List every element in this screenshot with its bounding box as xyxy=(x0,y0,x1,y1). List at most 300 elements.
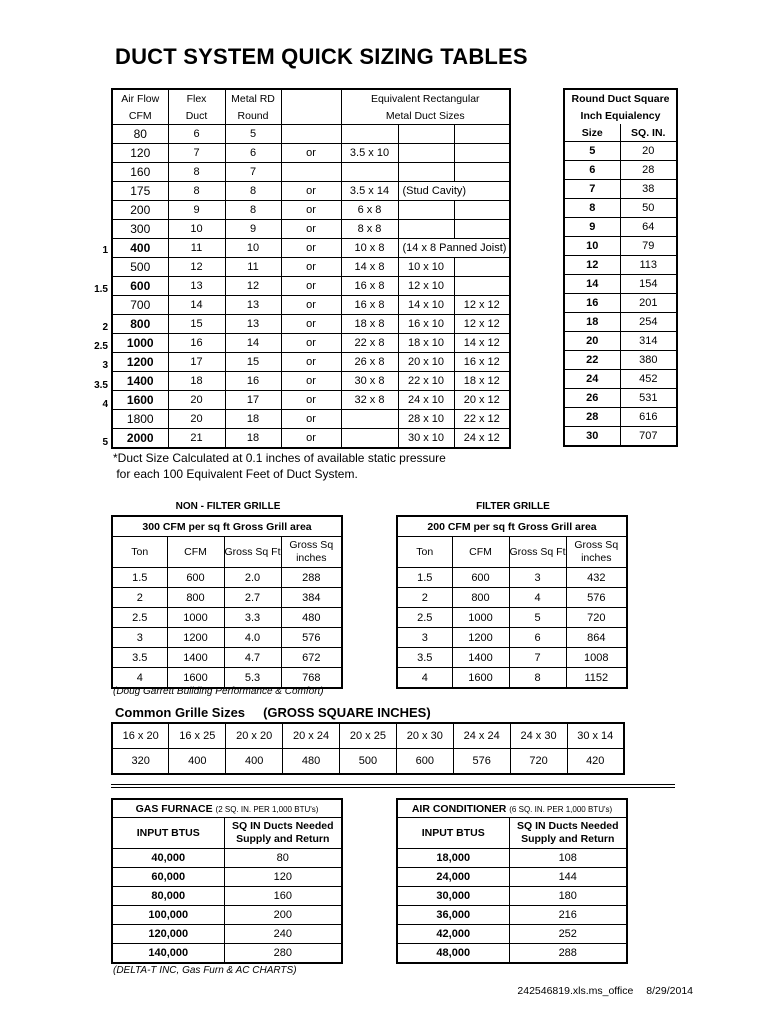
or-cell: or xyxy=(281,372,341,391)
gross-sqft-cell: 2.7 xyxy=(224,588,281,608)
sqin-needed-cell: 80 xyxy=(224,849,342,868)
footnote-line-1: *Duct Size Calculated at 0.1 inches of available static pressure xyxy=(113,451,446,465)
table-row xyxy=(112,429,510,449)
header-metal: Metal RD xyxy=(225,89,281,107)
or-cell: or xyxy=(281,220,341,239)
rect-size-cell: 20 x 12 xyxy=(454,391,510,410)
furnace-col-sqin-line1: SQ IN Ducts Needed xyxy=(231,820,334,832)
metal-round-cell: 9 xyxy=(225,220,281,239)
rect-size-cell: 30 x 10 xyxy=(398,429,454,449)
round-size-cell: 16 xyxy=(564,294,620,313)
round-size-cell: 5 xyxy=(564,142,620,161)
header-equiv: Equivalent Rectangular xyxy=(341,89,510,107)
round-size-cell: 8 xyxy=(564,199,620,218)
btu-cell: 36,000 xyxy=(397,906,509,925)
gross-sqft-cell: 6 xyxy=(509,628,566,648)
gross-sqft-cell: 4 xyxy=(509,588,566,608)
rect-size-cell: 14 x 12 xyxy=(454,334,510,353)
gross-sqft-cell: 3 xyxy=(509,568,566,588)
aircon-subtitle: (6 SQ. IN. PER 1,000 BTU's) xyxy=(509,804,613,814)
grille-sqin-cell: 600 xyxy=(396,749,453,775)
cfm-cell: 300 xyxy=(112,220,168,239)
table-row xyxy=(112,925,342,944)
grille-sqin-cell: 420 xyxy=(567,749,624,775)
sqin-needed-cell: 280 xyxy=(224,944,342,964)
table-row xyxy=(112,201,510,220)
col-cfm: CFM xyxy=(452,537,509,568)
furnace-title xyxy=(112,799,342,818)
rect-size-cell xyxy=(341,429,398,449)
table-row xyxy=(397,628,627,648)
cfm-cell: 800 xyxy=(167,588,224,608)
table-row xyxy=(564,161,677,180)
grille-sqin-cell: 720 xyxy=(510,749,567,775)
gross-sqft-cell: 8 xyxy=(509,668,566,689)
cfm-cell: 800 xyxy=(452,588,509,608)
furnace-col-btus: INPUT BTUS xyxy=(112,818,224,849)
col-gross-sqin: Gross Sq inches xyxy=(281,537,342,568)
btu-cell: 48,000 xyxy=(397,944,509,964)
table-row xyxy=(112,334,510,353)
rect-size-cell xyxy=(341,410,398,429)
flex-duct-cell: 11 xyxy=(168,239,225,258)
gross-sqin-cell: 1152 xyxy=(566,668,627,689)
cfm-cell: 1200 xyxy=(167,628,224,648)
round-size-cell: 10 xyxy=(564,237,620,256)
metal-round-cell: 13 xyxy=(225,315,281,334)
or-cell: or xyxy=(281,182,341,201)
rect-size-cell: 18 x 10 xyxy=(398,334,454,353)
table-row xyxy=(397,568,627,588)
gross-sqin-cell: 864 xyxy=(566,628,627,648)
grille-sqin-cell: 500 xyxy=(340,749,397,775)
aircon-title xyxy=(397,799,627,818)
non-filter-grille-table xyxy=(111,515,343,689)
flex-duct-cell: 8 xyxy=(168,182,225,201)
rect-size-cell xyxy=(398,163,454,182)
header-cfm: CFM xyxy=(112,107,168,125)
btu-cell: 40,000 xyxy=(112,849,224,868)
aircon-col-sqin-line2: Supply and Return xyxy=(521,833,615,845)
sqin-needed-cell: 180 xyxy=(509,887,627,906)
rect-size-cell: 30 x 8 xyxy=(341,372,398,391)
round-sqin-cell: 113 xyxy=(620,256,677,275)
sqin-needed-cell: 120 xyxy=(224,868,342,887)
metal-round-cell: 8 xyxy=(225,182,281,201)
table-row xyxy=(397,668,627,689)
cfm-cell: 1200 xyxy=(452,628,509,648)
table-row xyxy=(564,408,677,427)
rect-size-cell xyxy=(454,163,510,182)
rect-size-cell xyxy=(454,258,510,277)
round-subtitle: Inch Equialency xyxy=(564,107,677,124)
ton-cell: 3.5 xyxy=(112,648,167,668)
gross-sqin-cell: 576 xyxy=(281,628,342,648)
rect-size-cell: 14 x 8 xyxy=(341,258,398,277)
table-row xyxy=(564,256,677,275)
cfm-cell: 1800 xyxy=(112,410,168,429)
grille-size-cell: 24 x 24 xyxy=(453,723,510,749)
round-sqin-cell: 707 xyxy=(620,427,677,447)
table-row xyxy=(112,220,510,239)
table-row xyxy=(112,849,342,868)
aircon-col-sqin-line1: SQ IN Ducts Needed xyxy=(516,820,619,832)
round-size-cell: 14 xyxy=(564,275,620,294)
btu-cell: 80,000 xyxy=(112,887,224,906)
rect-size-cell: 22 x 12 xyxy=(454,410,510,429)
cfm-cell: 1400 xyxy=(112,372,168,391)
ton-label: 2 xyxy=(102,322,108,333)
btu-cell: 120,000 xyxy=(112,925,224,944)
table-row xyxy=(112,868,342,887)
flex-duct-cell: 10 xyxy=(168,220,225,239)
table-row xyxy=(112,648,342,668)
rect-size-cell xyxy=(454,277,510,296)
rect-size-cell xyxy=(454,201,510,220)
table-row xyxy=(112,296,510,315)
duct-sizing-table xyxy=(111,88,511,449)
gross-sqft-cell: 3.3 xyxy=(224,608,281,628)
rect-size-cell xyxy=(398,144,454,163)
table-row xyxy=(564,427,677,447)
cfm-cell: 80 xyxy=(112,125,168,144)
table-row xyxy=(397,849,627,868)
non-filter-title: 300 CFM per sq ft Gross Grill area xyxy=(112,516,342,537)
or-cell: or xyxy=(281,201,341,220)
rect-size-cell: 12 x 12 xyxy=(454,315,510,334)
aircon-col-sqin xyxy=(509,818,627,849)
round-duct-table xyxy=(563,88,678,447)
rect-size-cell: 3.5 x 10 xyxy=(341,144,398,163)
rect-size-cell: 22 x 10 xyxy=(398,372,454,391)
table-row xyxy=(112,391,510,410)
table-row xyxy=(112,944,342,964)
rect-size-cell: 20 x 10 xyxy=(398,353,454,372)
rect-size-cell: 16 x 8 xyxy=(341,277,398,296)
ton-cell: 3 xyxy=(397,628,452,648)
filter-grille-table xyxy=(396,515,628,689)
round-sqin-cell: 616 xyxy=(620,408,677,427)
rect-size-cell: 18 x 12 xyxy=(454,372,510,391)
table-row xyxy=(112,277,510,296)
ton-cell: 2 xyxy=(112,588,167,608)
flex-duct-cell: 18 xyxy=(168,372,225,391)
grille-credit: (Doug Garrett Building Performance & Comfort) xyxy=(113,686,324,697)
rect-size-cell: 24 x 10 xyxy=(398,391,454,410)
metal-round-cell: 15 xyxy=(225,353,281,372)
table-row xyxy=(397,588,627,608)
header-metal-sizes: Metal Duct Sizes xyxy=(341,107,510,125)
header-duct: Duct xyxy=(168,107,225,125)
rect-size-cell: 16 x 8 xyxy=(341,296,398,315)
or-cell xyxy=(281,163,341,182)
round-sqin-cell: 380 xyxy=(620,351,677,370)
cfm-cell: 2000 xyxy=(112,429,168,449)
round-size-cell: 20 xyxy=(564,332,620,351)
flex-duct-cell: 9 xyxy=(168,201,225,220)
grille-size-cell: 16 x 25 xyxy=(169,723,226,749)
metal-round-cell: 17 xyxy=(225,391,281,410)
table-row xyxy=(112,144,510,163)
table-row xyxy=(564,275,677,294)
round-sqin-cell: 79 xyxy=(620,237,677,256)
table-row xyxy=(112,608,342,628)
gross-sqft-cell: 7 xyxy=(509,648,566,668)
cfm-cell: 400 xyxy=(112,239,168,258)
or-cell: or xyxy=(281,315,341,334)
round-col-size: Size xyxy=(564,124,620,142)
round-size-cell: 9 xyxy=(564,218,620,237)
duct-note-cell: (Stud Cavity) xyxy=(398,182,510,201)
footer xyxy=(507,985,693,997)
or-cell xyxy=(281,125,341,144)
ton-cell: 2.5 xyxy=(397,608,452,628)
metal-round-cell: 12 xyxy=(225,277,281,296)
grille-size-cell: 20 x 30 xyxy=(396,723,453,749)
round-size-cell: 30 xyxy=(564,427,620,447)
header-airflow: Air Flow xyxy=(112,89,168,107)
ton-cell: 4 xyxy=(112,668,167,689)
sqin-needed-cell: 160 xyxy=(224,887,342,906)
header-flex: Flex xyxy=(168,89,225,107)
cfm-cell: 800 xyxy=(112,315,168,334)
gross-sqin-cell: 432 xyxy=(566,568,627,588)
col-ton: Ton xyxy=(397,537,452,568)
flex-duct-cell: 20 xyxy=(168,410,225,429)
divider xyxy=(111,784,675,785)
table-row xyxy=(564,370,677,389)
or-cell: or xyxy=(281,353,341,372)
ton-label: 2.5 xyxy=(94,341,108,353)
flex-duct-cell: 20 xyxy=(168,391,225,410)
or-cell: or xyxy=(281,334,341,353)
rect-size-cell: 32 x 8 xyxy=(341,391,398,410)
or-cell: or xyxy=(281,391,341,410)
cfm-cell: 1000 xyxy=(167,608,224,628)
ton-cell: 2 xyxy=(397,588,452,608)
cfm-cell: 600 xyxy=(452,568,509,588)
round-sqin-cell: 38 xyxy=(620,180,677,199)
table-row xyxy=(112,887,342,906)
round-sqin-cell: 20 xyxy=(620,142,677,161)
round-sqin-cell: 531 xyxy=(620,389,677,408)
btu-cell: 100,000 xyxy=(112,906,224,925)
metal-round-cell: 8 xyxy=(225,201,281,220)
metal-round-cell: 14 xyxy=(225,334,281,353)
round-sqin-cell: 254 xyxy=(620,313,677,332)
table-row xyxy=(112,125,510,144)
rect-size-cell: 24 x 12 xyxy=(454,429,510,449)
table-row xyxy=(112,628,342,648)
flex-duct-cell: 7 xyxy=(168,144,225,163)
divider xyxy=(111,787,675,788)
table-row xyxy=(112,906,342,925)
grille-sqin-cell: 480 xyxy=(283,749,340,775)
footer-file: 242546819.xls.ms_office xyxy=(517,985,634,997)
ton-label: 3.5 xyxy=(94,379,108,391)
table-row xyxy=(112,372,510,391)
metal-round-cell: 10 xyxy=(225,239,281,258)
round-sqin-cell: 154 xyxy=(620,275,677,294)
rect-size-cell: 16 x 10 xyxy=(398,315,454,334)
cfm-cell: 1000 xyxy=(452,608,509,628)
round-size-cell: 24 xyxy=(564,370,620,389)
table-row xyxy=(397,648,627,668)
header-round: Round xyxy=(225,107,281,125)
table-row xyxy=(564,218,677,237)
ton-label: 1.5 xyxy=(94,283,108,295)
cfm-cell: 700 xyxy=(112,296,168,315)
gross-sqin-cell: 1008 xyxy=(566,648,627,668)
footer-date: 8/29/2014 xyxy=(646,985,693,997)
metal-round-cell: 13 xyxy=(225,296,281,315)
round-sqin-cell: 28 xyxy=(620,161,677,180)
gross-sqft-cell: 4.7 xyxy=(224,648,281,668)
gross-sqin-cell: 480 xyxy=(281,608,342,628)
rect-size-cell xyxy=(398,220,454,239)
ton-cell: 3 xyxy=(112,628,167,648)
gross-sqin-cell: 672 xyxy=(281,648,342,668)
rect-size-cell xyxy=(341,125,398,144)
gross-sqin-cell: 576 xyxy=(566,588,627,608)
round-size-cell: 18 xyxy=(564,313,620,332)
duct-note-cell: (14 x 8 Panned Joist) xyxy=(398,239,510,258)
round-title: Round Duct Square xyxy=(564,89,677,107)
cfm-cell: 200 xyxy=(112,201,168,220)
common-grille-table xyxy=(111,722,625,775)
round-sqin-cell: 201 xyxy=(620,294,677,313)
btu-cell: 30,000 xyxy=(397,887,509,906)
table-row xyxy=(397,868,627,887)
rect-size-cell xyxy=(398,201,454,220)
round-sqin-cell: 50 xyxy=(620,199,677,218)
cfm-cell: 600 xyxy=(167,568,224,588)
round-size-cell: 22 xyxy=(564,351,620,370)
footnote-line-2: for each 100 Equivalent Feet of Duct System. xyxy=(113,467,358,481)
gas-furnace-table xyxy=(111,798,343,964)
gross-sqft-cell: 5.3 xyxy=(224,668,281,689)
rect-size-cell: 26 x 8 xyxy=(341,353,398,372)
or-cell: or xyxy=(281,144,341,163)
table-row xyxy=(112,315,510,334)
table-row xyxy=(564,142,677,161)
ton-label: 1 xyxy=(102,245,108,257)
flex-duct-cell: 12 xyxy=(168,258,225,277)
non-filter-caption: NON - FILTER GRILLE xyxy=(175,501,281,512)
sqin-needed-cell: 216 xyxy=(509,906,627,925)
filter-title: 200 CFM per sq ft Gross Grill area xyxy=(397,516,627,537)
grille-sqin-cell: 576 xyxy=(453,749,510,775)
sqin-needed-cell: 200 xyxy=(224,906,342,925)
flex-duct-cell: 8 xyxy=(168,163,225,182)
metal-round-cell: 11 xyxy=(225,258,281,277)
rect-size-cell: 16 x 12 xyxy=(454,353,510,372)
or-cell: or xyxy=(281,277,341,296)
rect-size-cell: 28 x 10 xyxy=(398,410,454,429)
rect-size-cell xyxy=(454,220,510,239)
rect-size-cell: 8 x 8 xyxy=(341,220,398,239)
metal-round-cell: 18 xyxy=(225,410,281,429)
table-row xyxy=(564,237,677,256)
table-row xyxy=(564,389,677,408)
table-row xyxy=(397,906,627,925)
rect-size-cell: 3.5 x 14 xyxy=(341,182,398,201)
grille-size-cell: 20 x 24 xyxy=(283,723,340,749)
grille-size-cell: 30 x 14 xyxy=(567,723,624,749)
or-cell: or xyxy=(281,410,341,429)
cfm-cell: 1200 xyxy=(112,353,168,372)
furnace-title-text: GAS FURNACE xyxy=(135,802,213,815)
rect-size-cell: 10 x 10 xyxy=(398,258,454,277)
metal-round-cell: 5 xyxy=(225,125,281,144)
cfm-cell: 120 xyxy=(112,144,168,163)
ton-label: 4 xyxy=(102,398,108,410)
aircon-col-btus: INPUT BTUS xyxy=(397,818,509,849)
gross-sqft-cell: 4.0 xyxy=(224,628,281,648)
round-size-cell: 28 xyxy=(564,408,620,427)
table-row xyxy=(564,332,677,351)
table-row xyxy=(397,887,627,906)
cfm-cell: 1600 xyxy=(112,391,168,410)
rect-size-cell: 14 x 10 xyxy=(398,296,454,315)
round-size-cell: 26 xyxy=(564,389,620,408)
ton-cell: 1.5 xyxy=(112,568,167,588)
table-row xyxy=(564,313,677,332)
hvac-credit: (DELTA-T INC, Gas Furn & AC CHARTS) xyxy=(113,965,297,976)
table-row xyxy=(397,925,627,944)
ton-cell: 3.5 xyxy=(397,648,452,668)
round-size-cell: 12 xyxy=(564,256,620,275)
metal-round-cell: 6 xyxy=(225,144,281,163)
cfm-cell: 500 xyxy=(112,258,168,277)
sqin-needed-cell: 240 xyxy=(224,925,342,944)
col-cfm: CFM xyxy=(167,537,224,568)
sqin-needed-cell: 288 xyxy=(509,944,627,964)
table-row xyxy=(112,239,510,258)
ton-cell: 2.5 xyxy=(112,608,167,628)
cfm-cell: 600 xyxy=(112,277,168,296)
grille-size-cell: 16 x 20 xyxy=(112,723,169,749)
grille-sqin-cell: 400 xyxy=(226,749,283,775)
table-row xyxy=(397,608,627,628)
common-grille-title: Common Grille Sizes (GROSS SQUARE INCHES) xyxy=(115,705,431,720)
table-row xyxy=(112,258,510,277)
col-gross-sqin: Gross Sq inches xyxy=(566,537,627,568)
round-sqin-cell: 64 xyxy=(620,218,677,237)
rect-size-cell: 12 x 12 xyxy=(454,296,510,315)
metal-round-cell: 7 xyxy=(225,163,281,182)
table-row xyxy=(564,199,677,218)
rect-size-cell: 22 x 8 xyxy=(341,334,398,353)
furnace-col-sqin-line2: Supply and Return xyxy=(236,833,330,845)
gross-sqin-cell: 384 xyxy=(281,588,342,608)
table-row xyxy=(564,351,677,370)
or-cell: or xyxy=(281,296,341,315)
rect-size-cell xyxy=(398,125,454,144)
grille-size-cell: 20 x 20 xyxy=(226,723,283,749)
ton-label: 3 xyxy=(102,360,108,372)
round-sqin-cell: 314 xyxy=(620,332,677,351)
flex-duct-cell: 17 xyxy=(168,353,225,372)
sqin-needed-cell: 144 xyxy=(509,868,627,887)
rect-size-cell: 10 x 8 xyxy=(341,239,398,258)
grille-size-cell: 20 x 25 xyxy=(340,723,397,749)
ton-label: 5 xyxy=(102,437,108,449)
flex-duct-cell: 13 xyxy=(168,277,225,296)
ton-cell: 4 xyxy=(397,668,452,689)
btu-cell: 60,000 xyxy=(112,868,224,887)
gross-sqft-cell: 5 xyxy=(509,608,566,628)
